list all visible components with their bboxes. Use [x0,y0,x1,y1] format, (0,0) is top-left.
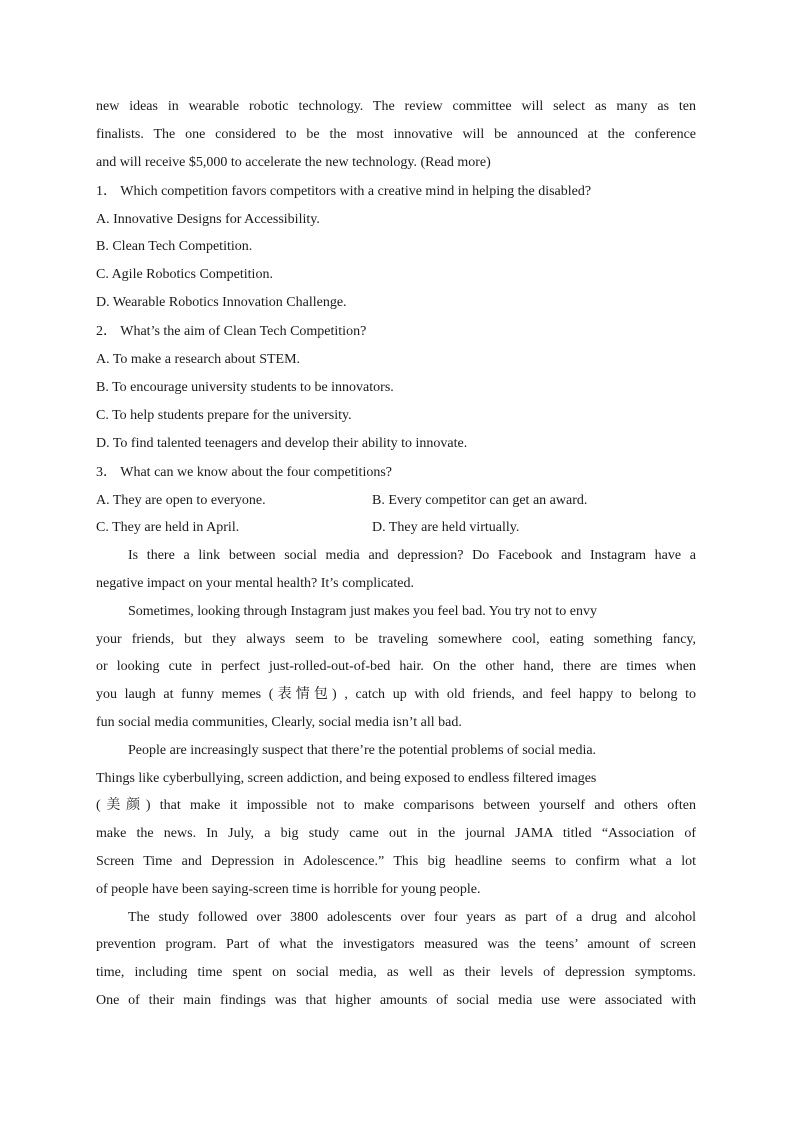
text-line: Things like cyberbullying, screen addiction, and being exposed to endless filtered images [96,770,597,786]
text-line: Is there a link between social media and depression? Do Facebook and Instagram have a [128,548,696,564]
passage-paragraph-1 [96,542,696,598]
text-line: or looking cute in perfect just-rolled-out-of-bed hair. On the other hand, there are times when [96,659,696,675]
answer-option: D. To find talented teenagers and develop their ability to innovate. [96,435,468,451]
text-line: of people have been saying-screen time is horrible for young people. [96,881,481,897]
answer-option: A. They are open to everyone. [96,492,266,508]
text-line: The study followed over 3800 adolescents over four years as part of a drug and alcohol [128,909,696,925]
text-line: negative impact on your mental health? It’s complicated. [96,576,415,592]
text-line: fun social media communities, Clearly, social media isn’t all bad. [96,715,462,731]
answer-option: A. To make a research about STEM. [96,352,301,368]
question-2 [96,318,696,457]
text-line: One of their main findings was that higher amounts of social media use were associated with [96,993,696,1008]
passage-paragraph-2 [96,598,696,737]
answer-option: C. They are held in April. [96,520,240,536]
passage-paragraph-3 [96,737,696,904]
text-line: prevention program. Part of what the investigators measured was the teens’ amount of screen [96,937,696,953]
options-row [96,487,696,515]
question-stem: 2． What’s the aim of Clean Tech Competition? [96,324,367,340]
answer-option: C. To help students prepare for the university. [96,407,352,423]
text-line: your friends, but they always seem to be traveling somewhere cool, eating something fancy, [96,631,696,647]
answer-option: B. Clean Tech Competition. [96,239,253,255]
answer-option: D. They are held virtually. [372,520,520,536]
answer-option: A. Innovative Designs for Accessibility. [96,211,320,227]
answer-option: C. Agile Robotics Competition. [96,267,273,283]
passage-paragraph-4 [96,904,696,1015]
text-line: you laugh at funny memes (表情包) , catch up with old friends, and feel happy to belong to [96,687,696,703]
options-row [96,514,696,542]
text-line: time, including time spent on social media, as well as their levels of depression symptoms. [96,965,696,981]
text-line: new ideas in wearable robotic technology. The review committee will select as many as ten [96,99,696,114]
answer-option: D. Wearable Robotics Innovation Challenge. [96,295,347,311]
text-line: make the news. In July, a big study came out in the journal JAMA titled “Association of [96,826,696,842]
answer-option: B. Every competitor can get an award. [372,492,588,508]
question-stem: 3． What can we know about the four competitions? [96,464,392,480]
intro-paragraph [96,93,696,176]
text-line: and will receive $5,000 to accelerate the new technology. (Read more) [96,154,491,170]
document-page [96,93,696,1015]
question-1 [96,178,696,317]
question-3 [96,459,696,542]
text-line: People are increasingly suspect that there’re the potential problems of social media. [128,742,597,758]
text-line: Screen Time and Depression in Adolescence.” This big headline seems to confirm what a lot [96,854,696,870]
text-line: Sometimes, looking through Instagram just makes you feel bad. You try not to envy [128,603,597,619]
text-line: finalists. The one considered to be the most innovative will be announced at the conference [96,126,696,142]
text-line: (美颜) that make it impossible not to make comparisons between yourself and others often [96,798,696,814]
answer-option: B. To encourage university students to be innovators. [96,379,394,395]
question-stem: 1． Which competition favors competitors with a creative mind in helping the disabled? [96,183,592,199]
